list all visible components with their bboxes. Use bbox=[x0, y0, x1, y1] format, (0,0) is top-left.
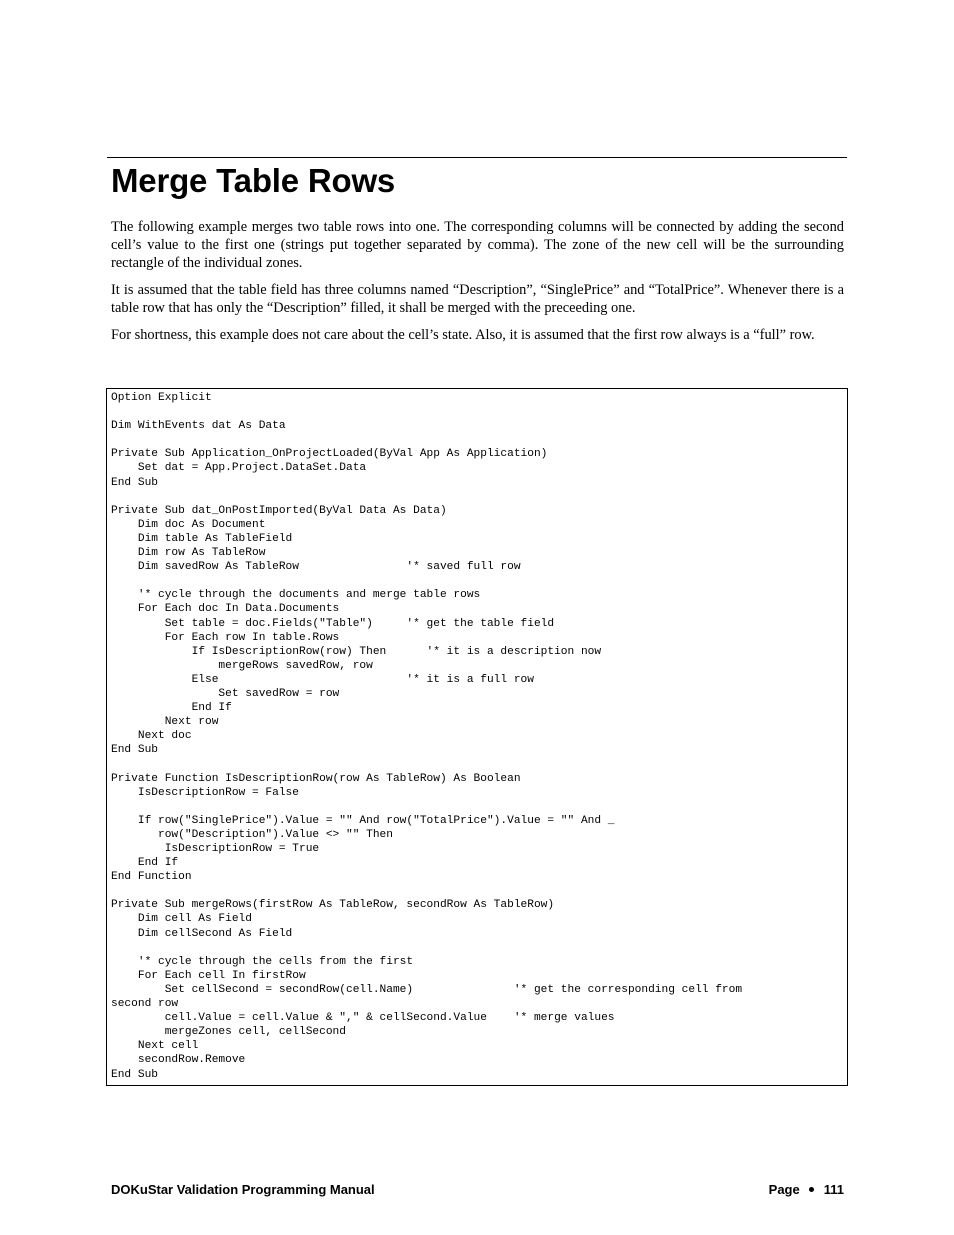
code-listing-box bbox=[106, 388, 848, 1086]
intro-paragraph: The following example merges two table rows into one. The corresponding columns will be connected by adding the second cell’s value to the first one (strings put together separated by comma). The zone of the new cell will be the surrounding rectangle of the individual zones. bbox=[111, 219, 844, 271]
footer-page-label: Page bbox=[768, 1182, 800, 1197]
code-listing: Option Explicit Dim WithEvents dat As Data Private Sub Application_OnProjectLoaded(ByVal App As Application) Set dat = App.Project.DataSet.Data End Sub Private Sub dat_OnPostImported(ByVal Data As Data) Dim doc As Document Dim table As TableField Dim row As TableRow Dim savedRow As TableRow '* saved full row '* cycle through the documents and merge table rows For Each doc In Data.Documents Set table = doc.Fields("Table") '* get the table field For Each row In table.Rows If IsDescriptionRow(row) Then '* it is a description now mergeRows savedRow, row Else '* it is a full row Set savedRow = row End If Next row Next doc End Sub Private Function IsDescriptionRow(row As TableRow) As Boolean IsDescriptionRow = False If row("SinglePrice").Value = "" And row("TotalPrice").Value = "" And _ row("Description").Value <> "" Then IsDescriptionRow = True End If End Function Private Sub mergeRows(firstRow As TableRow, secondRow As TableRow) Dim cell As Field Dim cellSecond As Field '* cycle through the cells from the first For Each cell In firstRow Set cellSecond = secondRow(cell.Name) '* get the corresponding cell from second row cell.Value = cell.Value & "," & cellSecond.Value '* merge values mergeZones cell, cellSecond Next cell secondRow.Remove End Sub bbox=[111, 392, 743, 1081]
footer-manual-title: DOKuStar Validation Programming Manual bbox=[111, 1182, 375, 1197]
assumption-paragraph: It is assumed that the table field has three columns named “Description”, “SinglePrice” and “TotalPrice”. Whenever there is a table row that has only the “Description” filled, it shall be merged with the preceeding one. bbox=[111, 282, 844, 316]
title-rule bbox=[107, 157, 847, 158]
footer-page-number: 111 bbox=[823, 1182, 844, 1197]
note-paragraph: For shortness, this example does not care about the cell’s state. Also, it is assumed that the first row always is a “full” row. bbox=[111, 327, 815, 343]
bullet-icon bbox=[809, 1187, 814, 1192]
footer-page-info bbox=[769, 1181, 844, 1199]
page-footer bbox=[111, 1181, 844, 1201]
page-title: Merge Table Rows bbox=[111, 162, 396, 199]
